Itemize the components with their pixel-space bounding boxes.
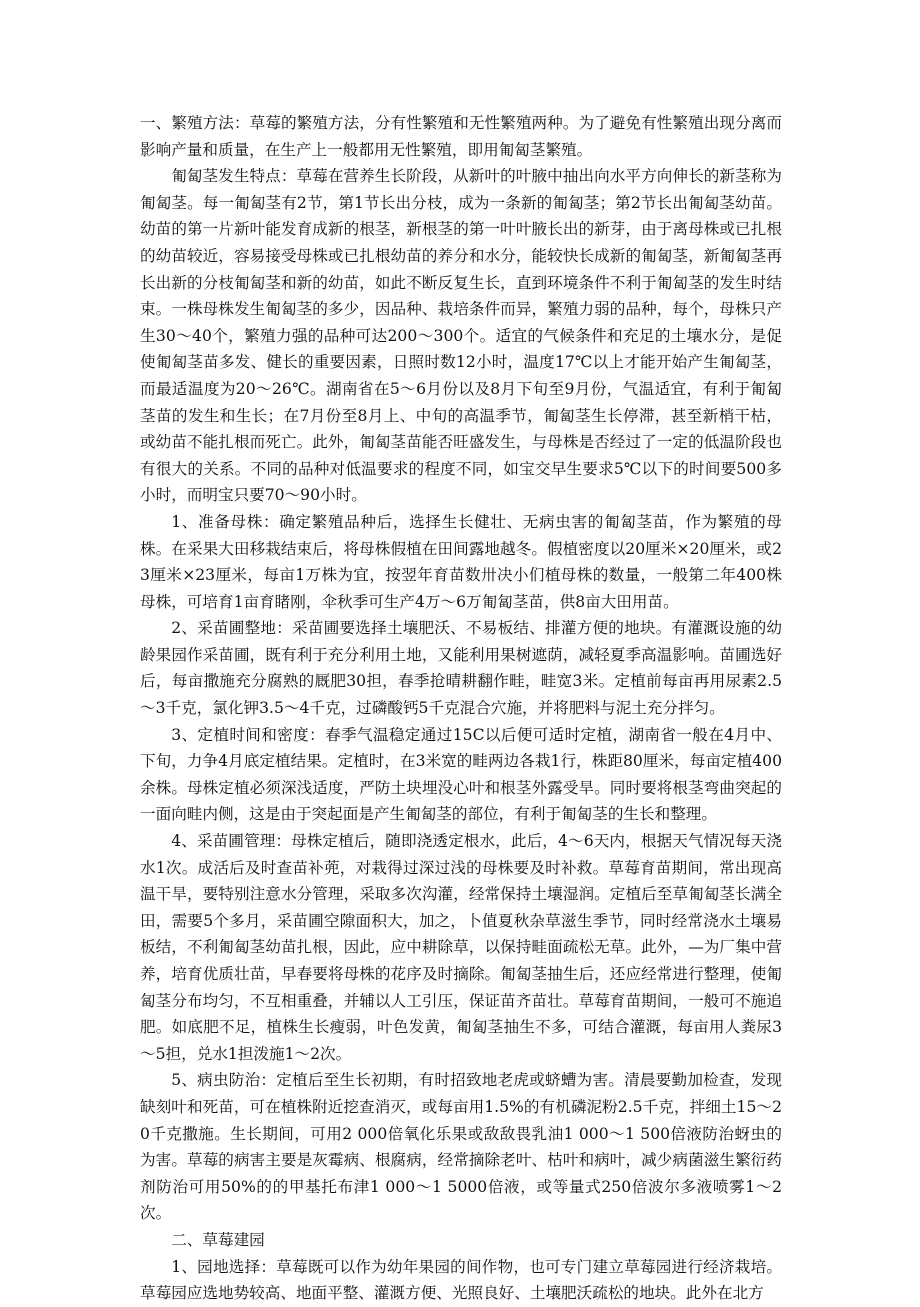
paragraph-planting-time-density: 3、定植时间和密度：春季气温稳定通过15C以后便可适时定植，湖南省一般在4月中、下旬，力争4月底定植结果。定植时，在3米宽的畦两边各栽1行，株距80厘米，每亩定植400余株。母株定植必须深浅适度，严防土块埋没心叶和根茎外露受旱。同时要将根茎弯曲突起的一面向畦内侧，这是由于突起面是产生匍匐茎的部位，有利于匍匐茎的生长和整理。 [140,725,782,824]
section-heading-orchard: 二、草莓建园 [171,1230,265,1249]
document-body [140,110,782,1307]
paragraph-propagation-method: 一、繁殖方法：草莓的繁殖方法，分有性繁殖和无性繁殖两种。为了避免有性繁殖出现分离而影响产量和质量，在生产上一般都用无性繁殖，即用匍匐茎繁殖。 [140,114,782,159]
paragraph-pest-control: 5、病虫防治：定植后至生长初期，有时招致地老虎或蛴螬为害。清晨要勤加检查，发现缺刻叶和死苗，可在植株附近挖查消灭，或每亩用1.5%的有机磷泥粉2.5千克，拌细土15～20千克撒施。生长期间，可用2 000倍氧化乐果或敌敌畏乳油1 000～1 500倍液防治蚜虫的为害。草莓的病害主要是灰霉病、根腐病，经常摘除老叶、枯叶和病叶，减少病菌滋生繁衍药剂防治可用50%的的甲基托布津1 000～1 5000倍液，或等量式250倍波尔多液喷雾1～2次。 [140,1071,782,1223]
paragraph-site-selection: 1、园地选择：草莓既可以作为幼年果园的间作物，也可专门建立草莓园进行经济栽培。草莓园应选地势较高、地面平整、灌溉方便、光照良好、土壤肥沃疏松的地块。此外在北方 [140,1257,782,1303]
paragraph-nursery-land-prep: 2、采苗圃整地：采苗圃要选择土壤肥沃、不易板结、排灌方便的地块。有灌溉设施的幼龄果园作采苗圃，既有利于充分利用土地，又能利用果树遮荫，减轻夏季高温影响。苗圃选好后，每亩撒施充分腐熟的厩肥30担，春季抢晴耕翻作畦，畦宽3米。定植前每亩再用尿素2.5～3千克，氯化钾3.5～4千克，过磷酸钙5千克混合穴施，并将肥料与泥土充分拌匀。 [140,619,782,718]
paragraph-stolon-characteristics: 匍匐茎发生特点：草莓在营养生长阶段，从新叶的叶腋中抽出向水平方向伸长的新茎称为匍匐茎。每一匍匐茎有2节，第1节长出分枝，成为一条新的匍匐茎；第2节长出匍匐茎幼苗。幼苗的第一片新叶能发育成新的根茎，新根茎的第一叶叶腋长出的新芽，由于离母株或已扎根的幼苗较近，容易接受母株或已扎根幼苗的养分和水分，能较快长成新的匍匐茎，新匍匐茎再长出新的分枝匍匐茎和新的幼苗，如此不断反复生长，直到环境条件不利于匍匐茎的发生时结束。一株母株发生匍匐茎的多少，因品种、栽培条件而异，繁殖力弱的品种，每个，母株只产生30～40个，繁殖力强的品种可达200～300个。适宜的气候条件和充足的土壤水分，是促使匍匐茎苗多发、健长的重要因素，日照时数12小时，温度17℃以上才能开始产生匍匐茎，而最适温度为20～26℃。湖南省在5～6月份以及8月下旬至9月份，气温适宜，有利于匍匐茎苗的发生和生长；在7月份至8月上、中旬的高温季节，匍匐茎生长停滞，甚至新梢干枯，或幼苗不能扎根而死亡。此外，匍匐茎苗能否旺盛发生，与母株是否经过了一定的低温阶段也有很大的关系。不同的品种对低温要求的程度不同，如宝交早生要求5℃以下的时间要500多小时，而明宝只要70～90小时。 [140,167,782,505]
paragraph-nursery-management: 4、采苗圃管理：母株定植后，随即浇透定根水，此后，4～6天内，根据天气情况每天浇水1次。成活后及时查苗补蔸，对栽得过深过浅的母株要及时补救。草莓育苗期间，常出现高温干旱，要特别注意水分管理，采取多次沟灌，经常保持土壤湿润。定植后至草匍匐茎长满全田，需要5个多月，采苗圃空隙面积大，加之，卜值夏秋杂草滋生季节，同时经常浇水土壤易板结，不利匍匐茎幼苗扎根，因此，应中耕除草，以保持畦面疏松无草。此外，—为厂集中营养，培育优质壮苗，早春要将母株的花序及时摘除。匍匐茎抽生后，还应经常进行整理，使匍匐茎分布均匀，不互相重叠，并辅以人工引压，保证苗齐苗壮。草莓育苗期间，一般可不施追肥。如底肥不足，植株生长瘦弱，叶色发黄，匍匐茎抽生不多，可结合灌溉，每亩用人粪尿3～5担，兑水1担泼施1～2次。 [140,832,782,1063]
paragraph-prepare-mother-plants: 1、准备母株：确定繁殖品种后，选择生长健壮、无病虫害的匍匐茎苗，作为繁殖的母株。在采果大田移栽结束后，将母株假植在田间露地越冬。假植密度以20厘米×20厘米，或23厘米×23厘米，每亩1万株为宜，按翌年育苗数卅决小们植母株的数量，一般第二年400株母株，可培育1亩育睹刚，伞秋季可生产4万～6万匍匐茎苗，供8亩大田用苗。 [140,512,782,611]
